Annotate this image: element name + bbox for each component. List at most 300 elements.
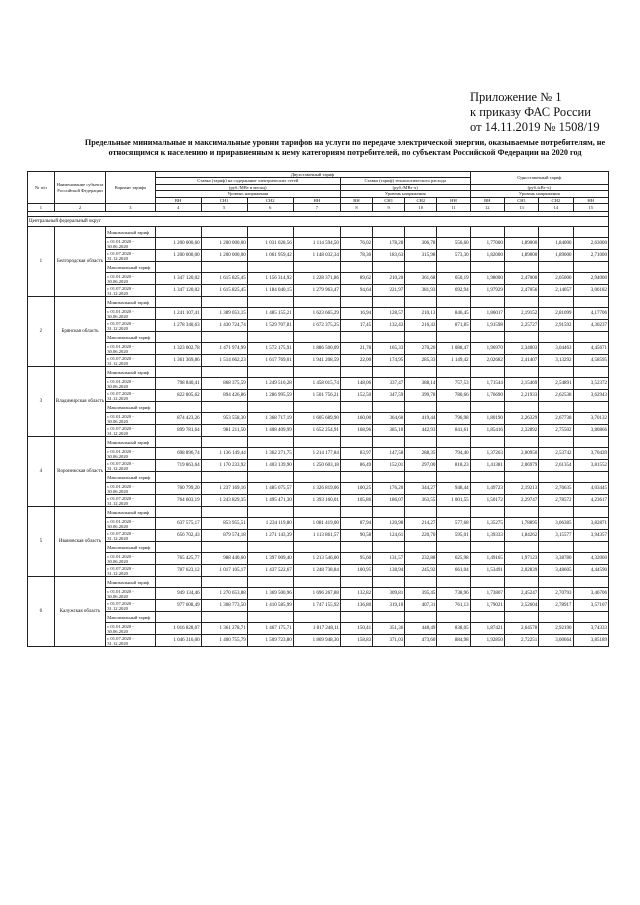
empty-cell [539, 227, 573, 238]
empty-cell [293, 227, 340, 238]
column-number: 5 [201, 204, 247, 212]
tariff-value: 2,25727 [504, 320, 538, 332]
empty-cell [437, 297, 470, 308]
tariff-value: 1 403 139,90 [247, 460, 293, 472]
tariff-value: 3,13292 [539, 355, 573, 367]
empty-cell [293, 577, 340, 588]
table-row [28, 402, 609, 413]
tariff-value: 1 308 773,50 [201, 600, 247, 612]
tariff-value: 1 200 000,60 [155, 238, 201, 250]
tariff-value: 128,57 [373, 308, 405, 320]
empty-cell [201, 262, 247, 273]
empty-cell [247, 577, 293, 588]
tariff-value: 309,81 [373, 588, 405, 600]
empty-cell [573, 542, 609, 553]
empty-cell [470, 437, 504, 448]
empty-cell [539, 612, 573, 623]
period-label: с 01.07.2020 - 31.12.2020 [106, 495, 155, 507]
tariff-value: 3,38780 [539, 553, 573, 565]
tariff-value: 168,96 [340, 425, 372, 437]
empty-cell [470, 367, 504, 378]
table-row [28, 437, 609, 448]
empty-cell [539, 437, 573, 448]
tariff-value: 1 430 724,74 [201, 320, 247, 332]
region-name: Ивановская область [54, 507, 105, 577]
header-rate-maintenance: Ставка (тариф) на содержание электрических сетей [155, 178, 340, 184]
empty-cell [405, 437, 437, 448]
empty-cell [155, 612, 201, 623]
header-voltage: Уровень напряжения [340, 191, 470, 197]
table-row [28, 518, 609, 530]
empty-cell [405, 472, 437, 483]
empty-cell [504, 297, 538, 308]
tariff-value: 176,20 [373, 483, 405, 495]
region-number: 4 [28, 437, 55, 507]
table-row [28, 378, 609, 390]
period-label: с 01.07.2020 - 31.12.2020 [106, 565, 155, 577]
tariff-value: 245,92 [405, 565, 437, 577]
tariff-value: 100,95 [340, 565, 372, 577]
tariff-value: 2,02682 [470, 355, 504, 367]
tariff-value: 4,23617 [573, 495, 609, 507]
tariff-value: 285,33 [405, 355, 437, 367]
header-unit-one: (руб./кВт·ч) [470, 184, 608, 190]
tariff-value: 1 869 948,30 [293, 635, 340, 647]
tariff-value: 1 046 316,00 [155, 635, 201, 647]
tariff-value: 1 485 075,57 [247, 483, 293, 495]
empty-cell [539, 577, 573, 588]
table-row [28, 390, 609, 402]
column-number: 2 [54, 204, 105, 212]
empty-cell [437, 437, 470, 448]
empty-cell [373, 402, 405, 413]
empty-cell [247, 227, 293, 238]
empty-cell [405, 612, 437, 623]
tariff-value: 3,82871 [573, 518, 609, 530]
tariff-value: 798 840,41 [155, 378, 201, 390]
tariff-value: 371,03 [373, 635, 405, 647]
table-row [28, 612, 609, 623]
tariff-value: 344,27 [405, 483, 437, 495]
tariff-value: 407,31 [405, 600, 437, 612]
tariff-value: 270,20 [405, 343, 437, 355]
empty-cell [504, 402, 538, 413]
tariff-value: 1,86017 [470, 308, 504, 320]
tariff-value: 3,70132 [573, 413, 609, 425]
column-number: 15 [573, 204, 609, 212]
tariff-value: 1 081 419,00 [293, 518, 340, 530]
tariff-value: 2,19213 [504, 483, 538, 495]
min-tariff-label: Минимальный тариф [106, 437, 155, 448]
region-number: 1 [28, 227, 55, 297]
tariff-value: 1 200 000,00 [201, 250, 247, 262]
tariff-value: 152,01 [373, 460, 405, 472]
tariff-value: 183,63 [373, 250, 405, 262]
empty-cell [405, 507, 437, 518]
empty-cell [201, 507, 247, 518]
max-tariff-label: Максимальный тариф [106, 402, 155, 413]
empty-cell [405, 542, 437, 553]
region-number: 5 [28, 507, 55, 577]
tariff-value: 1 369 500,96 [247, 588, 293, 600]
tariff-value: 692,94 [437, 285, 470, 297]
header-level: ВН [340, 197, 372, 203]
max-tariff-label: Максимальный тариф [106, 542, 155, 553]
tariff-value: 4,58595 [573, 355, 609, 367]
tariff-value: 2,47056 [504, 285, 538, 297]
header-level: ВН [155, 197, 201, 203]
tariff-value: 4,17706 [573, 308, 609, 320]
empty-cell [155, 472, 201, 483]
tariff-value: 186,07 [373, 495, 405, 507]
tariff-value: 2,71000 [573, 250, 609, 262]
table-row [28, 495, 609, 507]
empty-cell [247, 542, 293, 553]
empty-cell [247, 437, 293, 448]
tariff-value: 4,03445 [573, 483, 609, 495]
period-label: с 01.01.2020 - 30.06.2020 [106, 483, 155, 495]
empty-cell [504, 227, 538, 238]
tariff-value: 719 863,64 [155, 460, 201, 472]
empty-cell [201, 227, 247, 238]
column-number: 6 [247, 204, 293, 212]
tariff-value: 1 410 585,99 [247, 600, 293, 612]
tariff-value: 2,45247 [504, 588, 538, 600]
column-number: 12 [470, 204, 504, 212]
empty-cell [247, 612, 293, 623]
tariff-value: 132,82 [340, 588, 372, 600]
empty-cell [470, 332, 504, 343]
region-name: Белгородская область [54, 227, 105, 297]
empty-cell [437, 542, 470, 553]
tariff-value: 1,39333 [470, 530, 504, 542]
empty-cell [470, 227, 504, 238]
empty-cell [539, 507, 573, 518]
tariff-value: 841,61 [437, 425, 470, 437]
empty-cell [340, 297, 372, 308]
tariff-value: 87,94 [340, 518, 372, 530]
empty-cell [405, 367, 437, 378]
tariff-value: 573,30 [437, 250, 470, 262]
period-label: с 01.07.2020 - 31.12.2020 [106, 250, 155, 262]
tariff-value: 650,19 [437, 273, 470, 285]
tariff-value: 1 467 175,71 [247, 623, 293, 635]
period-label: с 01.01.2020 - 30.06.2020 [106, 553, 155, 565]
tariff-value: 1 279 963,47 [293, 285, 340, 297]
tariff-value: 1,98000 [470, 273, 504, 285]
empty-cell [373, 227, 405, 238]
tariff-value: 1 529 707,81 [247, 320, 293, 332]
tariff-value: 78,30 [340, 250, 372, 262]
tariff-value: 1 031 028,56 [247, 238, 293, 250]
tariff-value: 1 362 271,75 [247, 448, 293, 460]
tariff-value: 661,04 [437, 565, 470, 577]
table-body [28, 227, 609, 647]
empty-cell [504, 437, 538, 448]
tariff-value: 1 200 000,00 [155, 250, 201, 262]
tariff-value: 1 156 314,92 [247, 273, 293, 285]
tariff-value: 988 440,60 [201, 553, 247, 565]
table-row [28, 273, 609, 285]
empty-cell [155, 297, 201, 308]
max-tariff-label: Максимальный тариф [106, 262, 155, 273]
tariff-value: 120,98 [373, 518, 405, 530]
tariff-value: 1 113 861,57 [293, 530, 340, 542]
empty-cell [470, 577, 504, 588]
tariff-value: 4,44590 [573, 565, 609, 577]
tariff-value: 351,36 [373, 623, 405, 635]
tariff-value: 1 393 160,01 [293, 495, 340, 507]
table-row [28, 635, 609, 647]
table-row [28, 308, 609, 320]
tariff-value: 1 001,55 [437, 495, 470, 507]
table-row [28, 238, 609, 250]
empty-cell [340, 507, 372, 518]
tariff-value: 3,06182 [573, 285, 609, 297]
empty-cell [437, 507, 470, 518]
tariff-value: 1,35275 [470, 518, 504, 530]
table-row [28, 588, 609, 600]
tariff-value: 337,47 [373, 378, 405, 390]
period-label: с 01.07.2020 - 31.12.2020 [106, 320, 155, 332]
tariff-value: 148,06 [340, 378, 372, 390]
empty-cell [155, 227, 201, 238]
empty-cell [340, 367, 372, 378]
tariff-value: 1,80190 [470, 413, 504, 425]
table-row [28, 577, 609, 588]
appendix-block [470, 90, 620, 135]
empty-cell [573, 262, 609, 273]
region-number: 2 [28, 297, 55, 367]
tariff-value: 1 886 500,09 [293, 343, 340, 355]
min-tariff-label: Минимальный тариф [106, 367, 155, 378]
district-row [28, 217, 609, 227]
tariff-value: 2,72251 [504, 635, 538, 647]
tariff-value: 1 817 248,11 [293, 623, 340, 635]
tariff-value: 2,00950 [504, 448, 538, 460]
empty-cell [201, 367, 247, 378]
empty-cell [405, 402, 437, 413]
tariff-value: 2,94000 [573, 273, 609, 285]
tariff-value: 16,94 [340, 308, 372, 320]
tariff-value: 1 437 522,67 [247, 565, 293, 577]
tariff-value: 4,32060 [573, 553, 609, 565]
tariff-value: 899 781,64 [155, 425, 201, 437]
empty-cell [340, 542, 372, 553]
header-npp: № п/п [28, 172, 55, 204]
tariff-value: 3,06385 [539, 518, 573, 530]
tariff-value: 3,57107 [573, 600, 609, 612]
tariff-value: 656 702,43 [155, 530, 201, 542]
tariff-value: 442,93 [405, 425, 437, 437]
tariff-value: 1,96970 [470, 343, 504, 355]
tariff-value: 764 603,19 [155, 495, 201, 507]
tariff-value: 1 747 155,92 [293, 600, 340, 612]
tariff-value: 1,84000 [539, 238, 573, 250]
tariff-value: 1,78895 [504, 518, 538, 530]
empty-cell [155, 367, 201, 378]
empty-cell [201, 472, 247, 483]
table-row [28, 507, 609, 518]
column-number: 4 [155, 204, 201, 212]
empty-cell [539, 332, 573, 343]
tariff-value: 1 672 375,25 [293, 320, 340, 332]
empty-cell [373, 262, 405, 273]
empty-cell [155, 542, 201, 553]
tariff-value: 105,86 [340, 495, 372, 507]
empty-cell [539, 297, 573, 308]
tariff-value: 385,10 [373, 425, 405, 437]
header-level: СН2 [539, 197, 573, 203]
empty-cell [373, 612, 405, 623]
empty-cell [155, 402, 201, 413]
tariff-value: 1 249 510,28 [247, 378, 293, 390]
tariff-value: 1,82000 [470, 250, 504, 262]
tariff-value: 765 425,77 [155, 553, 201, 565]
tariff-value: 17,45 [340, 320, 372, 332]
region-name: Калужская область [54, 577, 105, 647]
empty-cell [437, 227, 470, 238]
tariff-value: 94,64 [340, 285, 372, 297]
empty-cell [340, 227, 372, 238]
empty-cell [201, 612, 247, 623]
tariff-value: 1 271 143,39 [247, 530, 293, 542]
tariff-value: 625,98 [437, 553, 470, 565]
period-label: с 01.01.2020 - 30.06.2020 [106, 413, 155, 425]
tariff-value: 1 471 974,99 [201, 343, 247, 355]
region-name: Владимирская область [54, 367, 105, 437]
region-number: 6 [28, 577, 55, 647]
table-row [28, 343, 609, 355]
tariff-value: 1 347 120,02 [155, 285, 201, 297]
tariff-value: 1,71544 [470, 378, 504, 390]
header-level: ВН [470, 197, 504, 203]
tariff-value: 3,15577 [539, 530, 573, 542]
tariff-value: 1 617 769,01 [247, 355, 293, 367]
period-label: с 01.01.2020 - 30.06.2020 [106, 378, 155, 390]
tariff-value: 1 408 409,99 [247, 425, 293, 437]
period-label: с 01.07.2020 - 31.12.2020 [106, 425, 155, 437]
tariff-value: 2,47000 [504, 273, 538, 285]
tariff-value: 364,60 [373, 413, 405, 425]
header-level: СН1 [373, 197, 405, 203]
empty-cell [539, 472, 573, 483]
tariff-value: 1 149,42 [437, 355, 470, 367]
table-row [28, 530, 609, 542]
tariff-value: 871,85 [437, 320, 470, 332]
tariff-value: 780,66 [437, 390, 470, 402]
empty-cell [373, 542, 405, 553]
tariff-value: 794,40 [437, 448, 470, 460]
tariff-value: 1 248 738,84 [293, 565, 340, 577]
empty-cell [293, 437, 340, 448]
table-row [28, 320, 609, 332]
tariff-value: 1 136 149,44 [201, 448, 247, 460]
empty-cell [201, 542, 247, 553]
tariff-value: 174,95 [373, 355, 405, 367]
tariff-value: 3,74333 [573, 623, 609, 635]
tariff-value: 2,05000 [539, 273, 573, 285]
period-label: с 01.01.2020 - 30.06.2020 [106, 273, 155, 285]
column-number: 9 [373, 204, 405, 212]
tariff-value: 2,64578 [504, 623, 538, 635]
empty-cell [293, 262, 340, 273]
tariff-value: 2,78572 [539, 495, 573, 507]
period-label: с 01.07.2020 - 31.12.2020 [106, 355, 155, 367]
tariff-value: 150,41 [340, 623, 372, 635]
empty-cell [470, 612, 504, 623]
tariff-value: 761,13 [437, 600, 470, 612]
region-name: Брянская область [54, 297, 105, 367]
table-row [28, 285, 609, 297]
period-label: с 01.07.2020 - 31.12.2020 [106, 285, 155, 297]
header-variant: Вариант тарифа [106, 172, 155, 204]
tariff-value: 3,48605 [539, 565, 573, 577]
tariff-value: 138,94 [373, 565, 405, 577]
period-label: с 01.07.2020 - 31.12.2020 [106, 530, 155, 542]
tariff-value: 760 799,20 [155, 483, 201, 495]
tariff-value: 1 326 819,06 [293, 483, 340, 495]
tariff-value: 1 228 371,86 [293, 273, 340, 285]
tariff-value: 853 955,51 [201, 518, 247, 530]
tariff-value: 595,01 [437, 530, 470, 542]
tariff-value: 2,91592 [539, 320, 573, 332]
tariff-value: 1 016 828,07 [155, 623, 201, 635]
tariff-value: 21,78 [340, 343, 372, 355]
header-subject: Наименование субъекта Российской Федерации [54, 172, 105, 204]
tariff-value: 76,02 [340, 238, 372, 250]
empty-cell [470, 402, 504, 413]
tariff-value: 361,68 [405, 273, 437, 285]
table-row [28, 262, 609, 273]
tariff-value: 757,53 [437, 378, 470, 390]
table-row [28, 355, 609, 367]
tariff-value: 4,30237 [573, 320, 609, 332]
header-level: НН [437, 197, 470, 203]
tariff-value: 698 896,74 [155, 448, 201, 460]
tariff-value: 1,41381 [470, 460, 504, 472]
empty-cell [293, 332, 340, 343]
empty-cell [373, 332, 405, 343]
tariff-value: 297,00 [405, 460, 437, 472]
tariff-value: 1 368 717,19 [247, 413, 293, 425]
empty-cell [470, 507, 504, 518]
empty-cell [155, 577, 201, 588]
tariff-value: 818,23 [437, 460, 470, 472]
tariff-value: 894 426,86 [201, 390, 247, 402]
empty-cell [437, 262, 470, 273]
tariff-value: 2,75502 [539, 425, 573, 437]
tariff-value: 147,58 [373, 448, 405, 460]
tariff-value: 1,37263 [470, 448, 504, 460]
tariff-value: 1,49723 [470, 483, 504, 495]
region-name: Воронежская область [54, 437, 105, 507]
tariff-value: 2,32892 [504, 425, 538, 437]
tariff-value: 1 061 959,42 [247, 250, 293, 262]
empty-cell [504, 367, 538, 378]
tariff-value: 216,43 [405, 320, 437, 332]
tariff-value: 388,14 [405, 378, 437, 390]
tariff-value: 90,58 [340, 530, 372, 542]
tariff-value: 399,78 [405, 390, 437, 402]
empty-cell [405, 297, 437, 308]
empty-cell [539, 262, 573, 273]
period-label: с 01.01.2020 - 30.06.2020 [106, 343, 155, 355]
empty-cell [247, 507, 293, 518]
tariff-value: 738,96 [437, 588, 470, 600]
empty-cell [293, 297, 340, 308]
tariff-value: 3,81552 [573, 460, 609, 472]
